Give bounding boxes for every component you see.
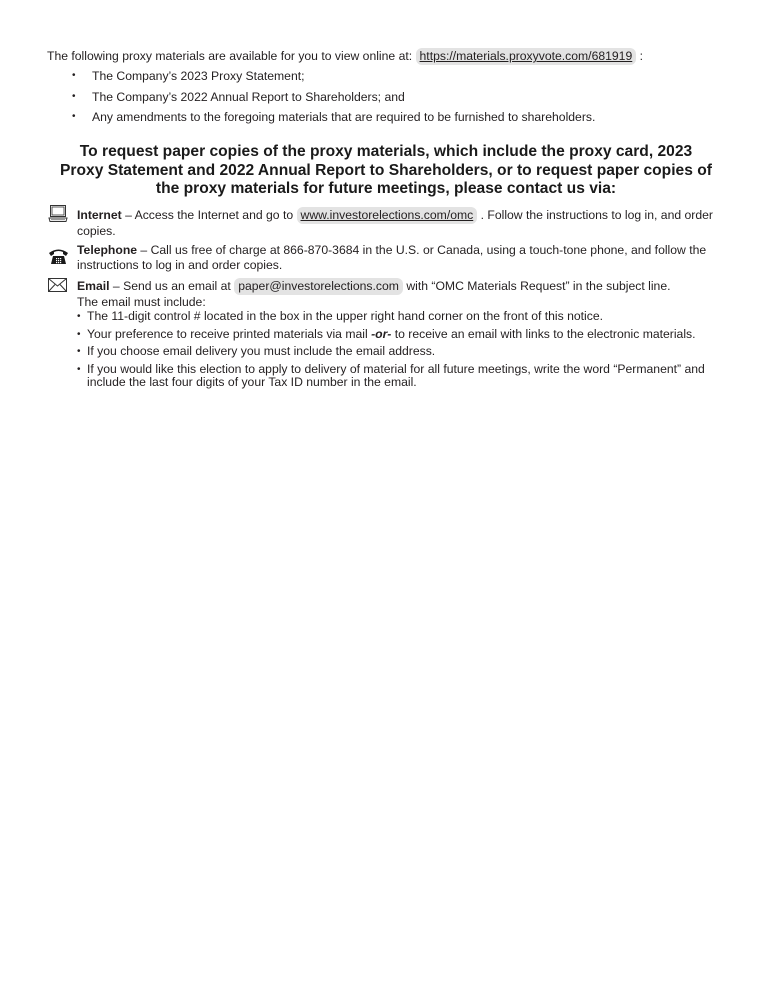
internet-text-after: . Follow the instructions to log in, and order copies.: [77, 208, 713, 238]
materials-list: [72, 67, 752, 129]
email-address-link[interactable]: paper@investorelections.com: [234, 278, 403, 295]
internet-contact: [77, 207, 727, 239]
list-item: [77, 328, 727, 342]
list-item: • The Company’s 2023 Proxy Statement;: [72, 67, 752, 88]
list-item: • Any amendments to the foregoing materials that are required to be furnished to shareholders.: [72, 108, 752, 129]
list-item: • If you choose email delivery you must include the email address.: [77, 345, 727, 359]
email-must-include: The email must include:: [77, 295, 206, 309]
request-heading: To request paper copies of the proxy materials, which include the proxy card, 2023 Proxy Statement and 2022 Annual Report to Shareholders, or to request paper copies of the proxy materials for future meetings, please contact us via:: [60, 143, 712, 197]
email-label: Email: [77, 279, 110, 293]
email-contact: [77, 278, 727, 310]
telephone-contact: [77, 243, 727, 272]
internet-link[interactable]: www.investorelections.com/omc: [297, 207, 478, 224]
intro-text: The following proxy materials are available for you to view online at:: [47, 49, 413, 63]
email-requirements-list: [77, 310, 727, 394]
internet-text: – Access the Internet and go to: [121, 208, 297, 222]
intro-suffix: :: [639, 49, 644, 63]
computer-icon: [48, 205, 68, 226]
telephone-text: – Call us free of charge at 866-870-3684 in the U.S. or Canada, using a touch-tone phone, and follow the instructions to log in and order copies.: [77, 243, 707, 272]
intro-line: [47, 47, 757, 65]
list-item: • The Company’s 2022 Annual Report to Shareholders; and: [72, 88, 752, 109]
telephone-icon: [48, 247, 69, 268]
list-item: • The 11-digit control # located in the box in the upper right hand corner on the front of this notice.: [77, 310, 727, 324]
or-text: -or-: [371, 326, 392, 341]
list-item: • If you would like this election to apply to delivery of material for all future meetings, write the word “Permanent” and include the last four digits of your Tax ID number in the email.: [77, 363, 727, 390]
proxy-materials-link[interactable]: https://materials.proxyvote.com/681919: [416, 48, 637, 65]
email-text-after: with “OMC Materials Request” in the subject line.: [402, 279, 671, 293]
telephone-label: Telephone: [77, 243, 138, 257]
preference-text-after: to receive an email with links to the electronic materials.: [391, 326, 696, 341]
internet-label: Internet: [77, 208, 122, 222]
preference-text: Your preference to receive printed materials via mail: [87, 326, 372, 341]
email-text: – Send us an email at: [109, 279, 235, 293]
envelope-icon: [48, 278, 67, 295]
